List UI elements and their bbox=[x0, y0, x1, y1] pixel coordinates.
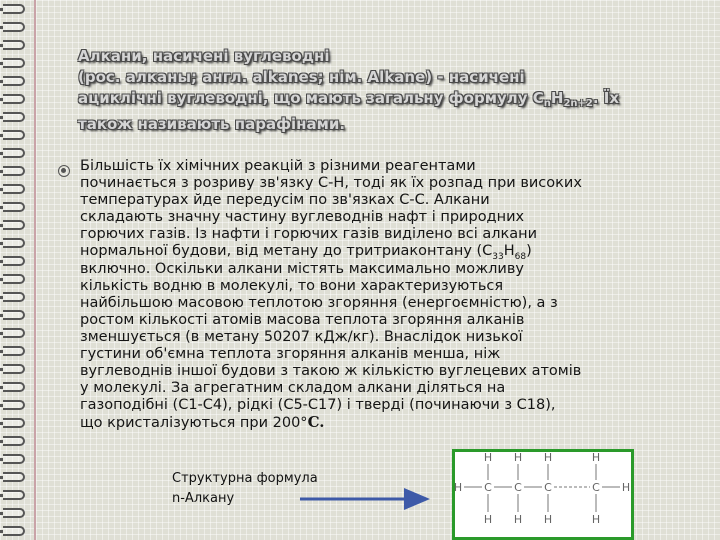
atom-h: H bbox=[591, 451, 601, 464]
spiral-coil bbox=[3, 148, 25, 158]
title-line-3 bbox=[78, 88, 688, 114]
spiral-binding bbox=[0, 0, 30, 540]
spiral-coil bbox=[3, 400, 25, 410]
subscript-68: 68 bbox=[514, 252, 527, 263]
body-line: кількість водню в молекулі, то вони характеризуються bbox=[80, 277, 504, 294]
spiral-coil bbox=[3, 346, 25, 356]
title-line-1: Алкани, насичені вуглеводні bbox=[78, 47, 330, 65]
spiral-coil bbox=[3, 94, 25, 104]
title-line-2: (рос. алканы; англ. alkanes; нім. Alkane) - насичені bbox=[78, 68, 525, 86]
atom-h: H bbox=[591, 513, 601, 526]
body-line: у молекулі. За агрегатним складом алкани діляться на bbox=[80, 380, 506, 397]
body-line bbox=[80, 414, 700, 432]
spiral-coil bbox=[3, 526, 25, 536]
title-subscript-2n2: 2n+2 bbox=[563, 98, 593, 109]
spiral-coil bbox=[3, 364, 25, 374]
celsius-symbol: C. bbox=[307, 413, 325, 432]
atom-c: C bbox=[514, 481, 522, 494]
body-line: найбільшою масовою теплотою згоряння (енергоємністю), а з bbox=[80, 294, 558, 311]
atom-h: H bbox=[483, 451, 493, 464]
atom-c: C bbox=[484, 481, 492, 494]
atom-h: H bbox=[513, 513, 523, 526]
formula-caption bbox=[172, 469, 318, 509]
body-line: включно. Оскільки алкани містять максимально можливу bbox=[80, 260, 524, 277]
slide-title bbox=[78, 46, 688, 135]
spiral-coil bbox=[3, 130, 25, 140]
caption-line-1: Структурна формула bbox=[172, 471, 318, 486]
title-subscript-n: n bbox=[543, 98, 551, 109]
body-line: густини об'ємна теплота згоряння алканів менша, ніж bbox=[80, 346, 501, 363]
spiral-coil bbox=[3, 202, 25, 212]
atom-h: H bbox=[621, 481, 631, 494]
title-hydrogen: H bbox=[550, 89, 564, 107]
body-line: складають значну частину вуглеводнів нафт і природних bbox=[80, 209, 525, 226]
spiral-coil bbox=[3, 418, 25, 428]
spiral-coil bbox=[3, 508, 25, 518]
atom-h: H bbox=[543, 513, 553, 526]
atom-h: H bbox=[483, 513, 493, 526]
caption-line-2: n-Алкану bbox=[172, 491, 235, 506]
body-line: ростом кількості атомів масова теплота згоряння алканів bbox=[80, 311, 525, 328]
spiral-coil bbox=[3, 238, 25, 248]
atom-h: H bbox=[543, 451, 553, 464]
notebook-margin-line bbox=[34, 0, 36, 540]
title-line-3-suffix: . Їх bbox=[592, 89, 620, 107]
body-line-16-text: що кристалізуються при 200° bbox=[80, 415, 308, 432]
body-line: починається з розриву зв'язку С-Н, тоді як їх розпад при високих bbox=[80, 175, 582, 192]
body-line-6-suffix: ) bbox=[526, 243, 532, 260]
spiral-coil bbox=[3, 4, 25, 14]
body-line: зменшується (в метану 50207 кДж/кг). Внаслідок низької bbox=[80, 328, 523, 345]
spiral-coil bbox=[3, 436, 25, 446]
spiral-coil bbox=[3, 40, 25, 50]
spiral-coil bbox=[3, 472, 25, 482]
spiral-coil bbox=[3, 490, 25, 500]
body-line: газоподібні (С1-С4), рідкі (С5-С17) і тверді (починаючи з С18), bbox=[80, 397, 556, 414]
spiral-coil bbox=[3, 112, 25, 122]
structural-formula bbox=[452, 449, 634, 540]
atom-h: H bbox=[453, 481, 463, 494]
spiral-coil bbox=[3, 292, 25, 302]
body-line: температурах йде передусім по зв'язках С-С. Алкани bbox=[80, 192, 490, 209]
spiral-coil bbox=[3, 184, 25, 194]
body-hydrogen: H bbox=[503, 243, 515, 260]
title-line-4: також називають парафінами. bbox=[78, 115, 346, 133]
spiral-coil bbox=[3, 274, 25, 284]
title-line-3-text: ациклічні вуглеводні, що мають загальну формулу C bbox=[78, 89, 544, 107]
spiral-coil bbox=[3, 76, 25, 86]
bullet-icon bbox=[58, 165, 70, 177]
atom-c: C bbox=[592, 481, 600, 494]
body-line-6-text: нормальної будови, від метану до тритриаконтану (C bbox=[80, 243, 493, 260]
body-line: горючих газів. Із нафти і горючих газів виділено всі алкани bbox=[80, 226, 538, 243]
atom-c: C bbox=[544, 481, 552, 494]
body-line bbox=[80, 243, 700, 263]
spiral-coil bbox=[3, 382, 25, 392]
spiral-coil bbox=[3, 328, 25, 338]
body-paragraph bbox=[80, 158, 700, 433]
spiral-coil bbox=[3, 166, 25, 176]
body-line: вуглеводнів іншої будови з такою ж кількістю вуглецевих атомів bbox=[80, 363, 582, 380]
atom-h: H bbox=[513, 451, 523, 464]
spiral-coil bbox=[3, 256, 25, 266]
body-line: Більшість їх хімічних реакцій з різними реагентами bbox=[80, 158, 476, 174]
spiral-coil bbox=[3, 220, 25, 230]
spiral-coil bbox=[3, 22, 25, 32]
spiral-coil bbox=[3, 310, 25, 320]
right-arrow-icon bbox=[298, 475, 438, 515]
subscript-33: 33 bbox=[492, 252, 504, 263]
spiral-coil bbox=[3, 454, 25, 464]
spiral-coil bbox=[3, 58, 25, 68]
